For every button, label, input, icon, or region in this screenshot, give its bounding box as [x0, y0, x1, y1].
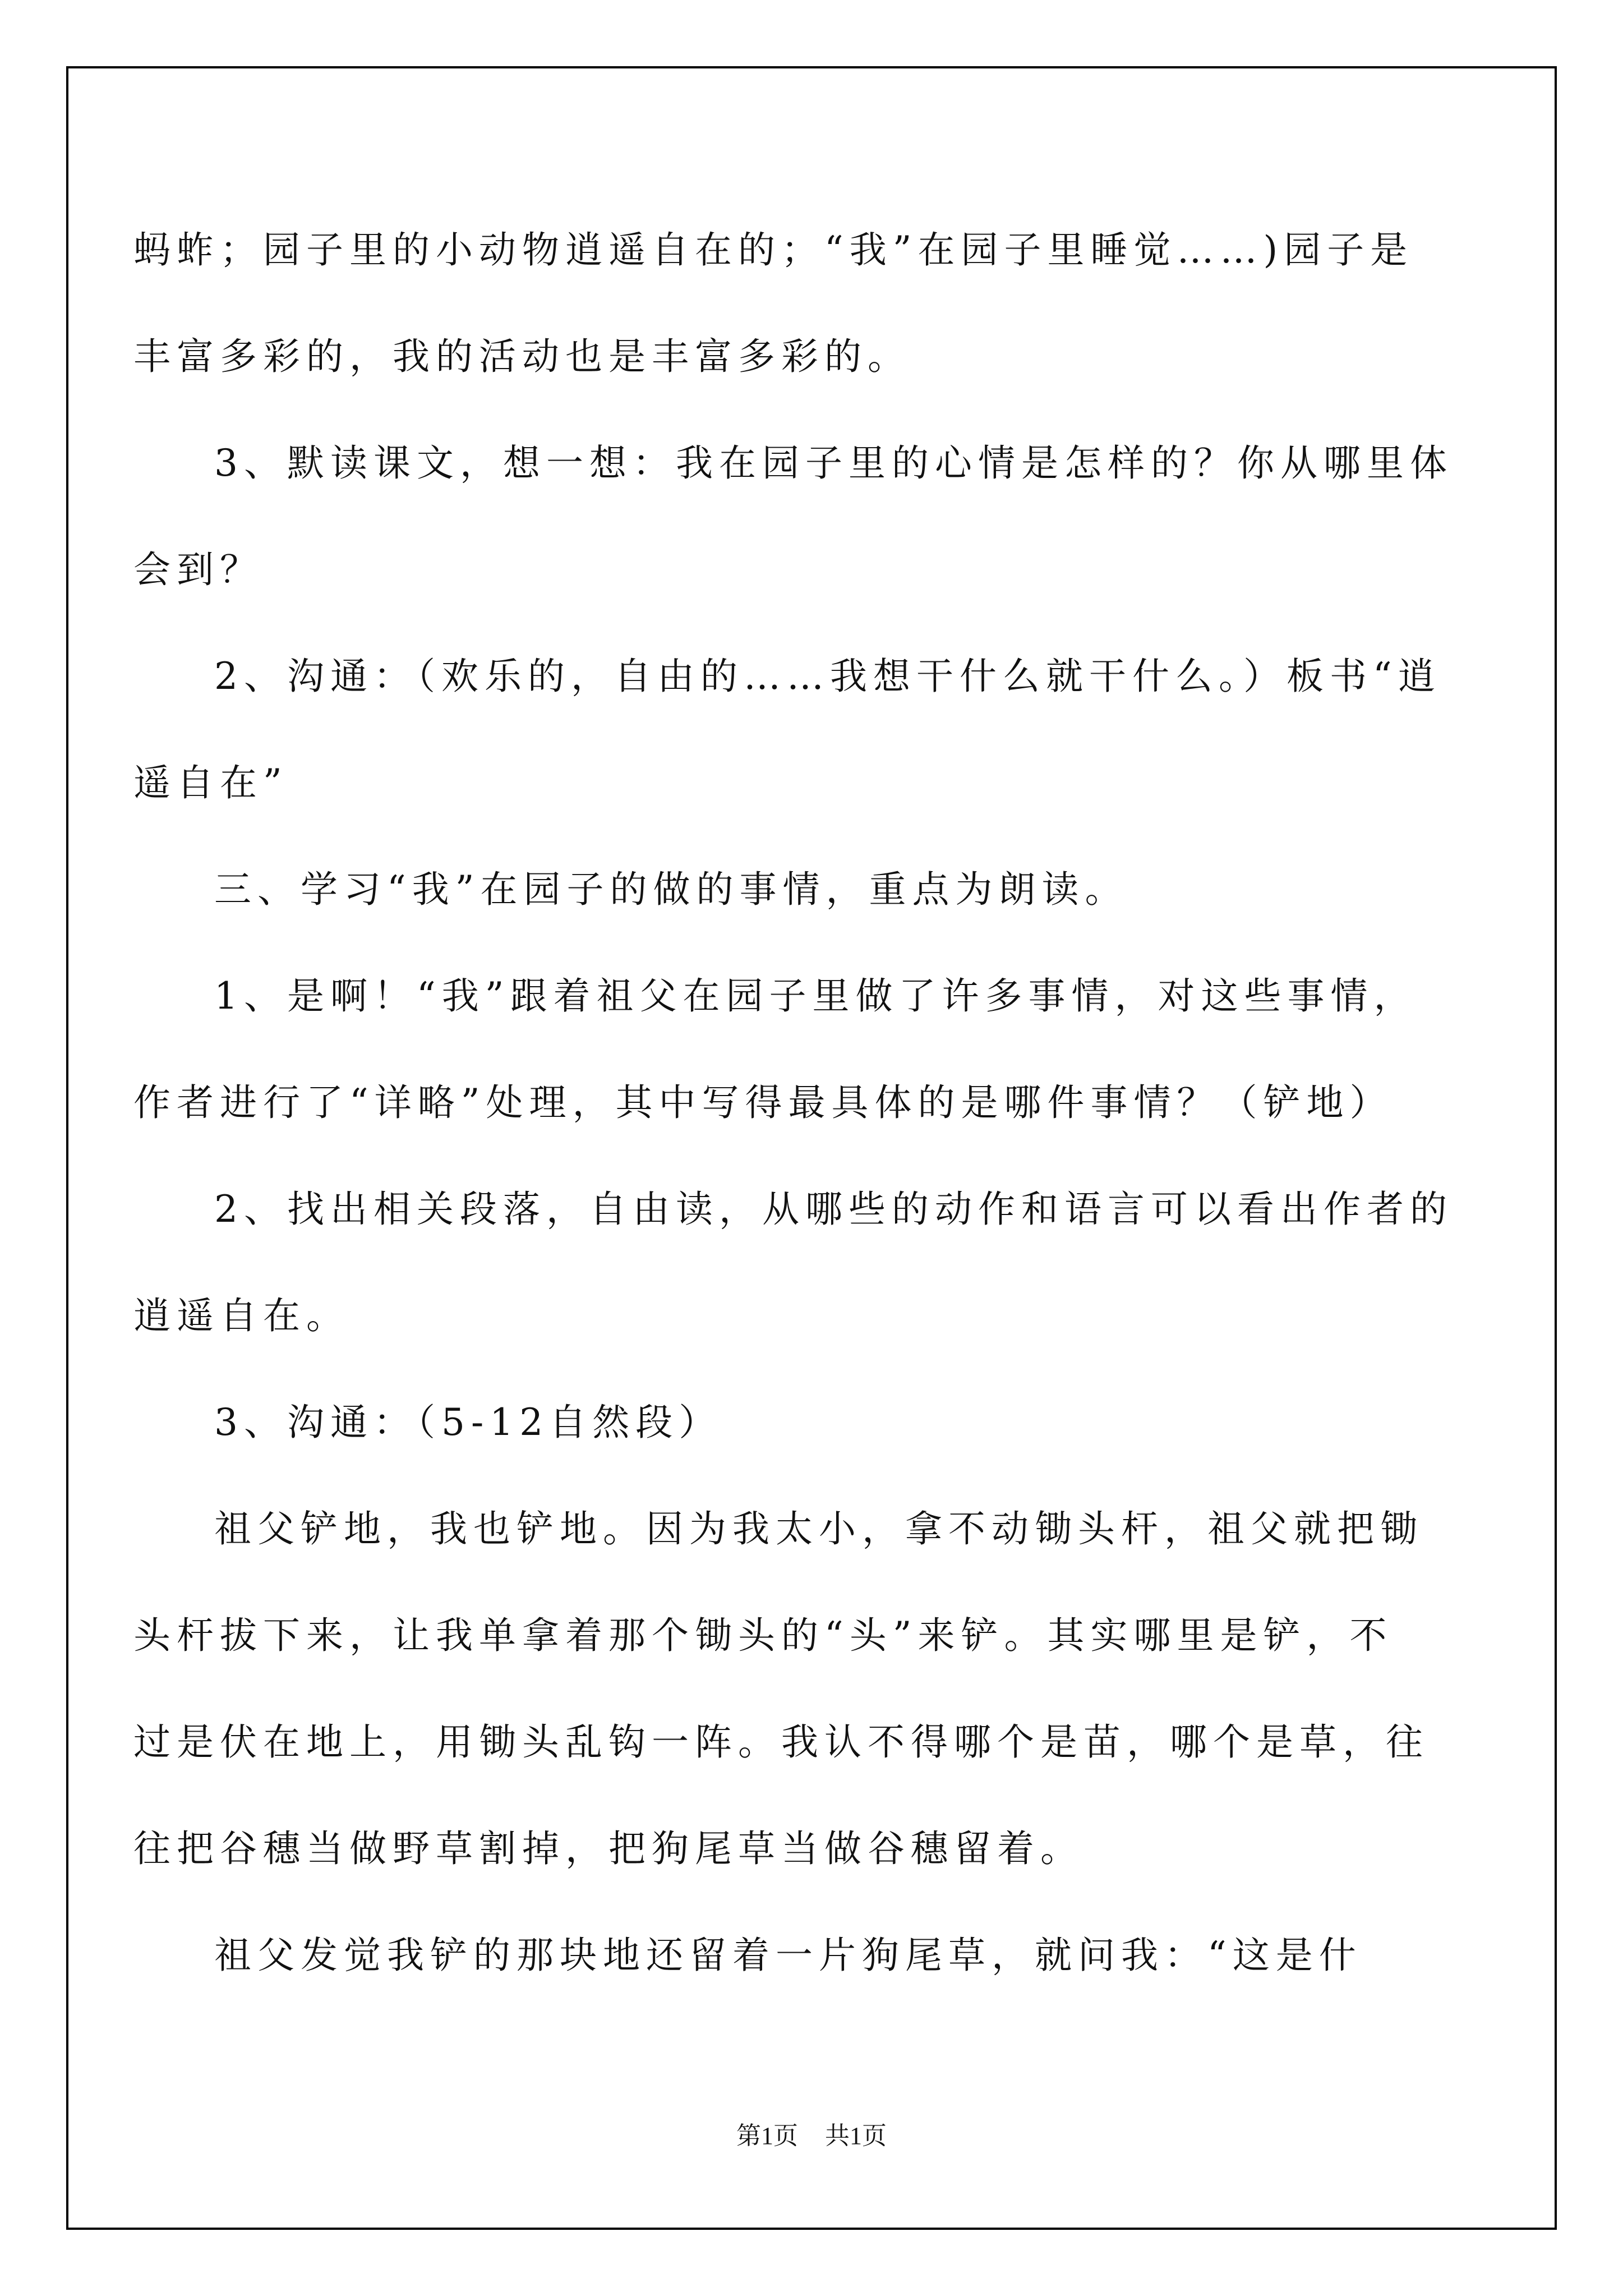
text-line: 3、沟通：（5-12自然段） [214, 1401, 722, 1444]
text-line: 往把谷穗当做野草割掉，把狗尾草当做谷穗留着。 [133, 1827, 1083, 1870]
text-line: 遥自在” [133, 761, 288, 804]
page-number: 第1页 [736, 2122, 798, 2150]
text-line: 逍遥自在。 [133, 1294, 349, 1337]
text-line: 3、默读课文，想一想：我在园子里的心情是怎样的？你从哪里体 [214, 441, 1453, 485]
page-footer [0, 2120, 1623, 2152]
text-line: 会到？ [133, 548, 263, 591]
text-line: 过是伏在地上，用锄头乱钩一阵。我认不得哪个是苗，哪个是草，往 [133, 1720, 1429, 1764]
text-line: 1、是啊！“我”跟着祖父在园子里做了许多事情，对这些事情， [214, 974, 1417, 1018]
text-line: 丰富多彩的，我的活动也是丰富多彩的。 [133, 335, 911, 378]
text-line: 三、学习“我”在园子的做的事情，重点为朗读。 [214, 868, 1128, 911]
page-total: 共1页 [825, 2122, 887, 2150]
text-line: 2、沟通：（欢乐的，自由的……我想干什么就干什么。）板书“逍 [214, 655, 1441, 698]
text-line: 头杆拔下来，让我单拿着那个锄头的“头”来铲。其实哪里是铲，不 [133, 1614, 1393, 1657]
text-line: 作者进行了“详略”处理，其中写得最具体的是哪件事情？（铲地） [133, 1081, 1393, 1124]
text-line: 祖父发觉我铲的那块地还留着一片狗尾草，就问我：“这是什 [214, 1934, 1362, 1977]
text-line: 祖父铲地，我也铲地。因为我太小，拿不动锄头杆，祖父就把锄 [214, 1507, 1423, 1550]
text-line: 蚂蚱；园子里的小动物逍遥自在的；“我”在园子里睡觉……)园子是 [133, 228, 1414, 272]
text-line: 2、找出相关段落，自由读，从哪些的动作和语言可以看出作者的 [214, 1188, 1453, 1231]
